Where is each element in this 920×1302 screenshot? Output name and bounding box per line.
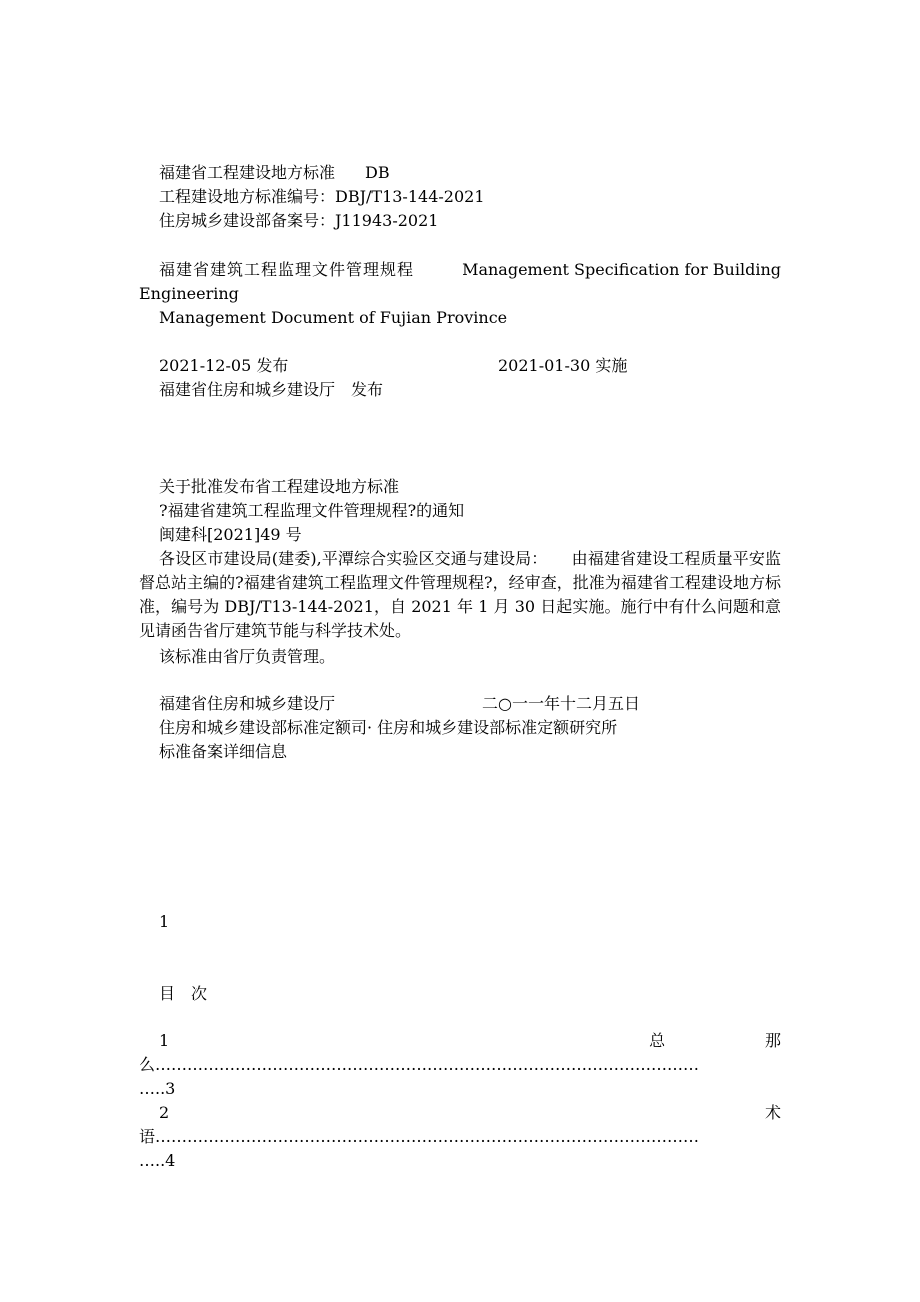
toc-item-lead-char: 么 xyxy=(139,1055,156,1074)
toc-item-number: 2 xyxy=(159,1103,170,1122)
notice-sign-date: 二○一一年十二月五日 xyxy=(482,694,640,713)
toc-item-char1: 总 xyxy=(649,1031,666,1050)
notice-title-2: ?福建省建筑工程监理文件管理规程?的通知 xyxy=(159,501,465,520)
implement-date: 2021-01-30 实施 xyxy=(498,356,628,375)
toc-item-char2: 术 xyxy=(764,1103,781,1122)
toc-item-dots: ………………………………………………………………………………………… xyxy=(155,1055,700,1074)
toc-item-char2: 那 xyxy=(764,1031,781,1050)
toc-item-leader xyxy=(139,1053,789,1077)
toc-heading-a: 目 xyxy=(159,984,176,1003)
notice-title-1: 关于批准发布省工程建设地方标准 xyxy=(159,477,400,496)
standard-code: DB xyxy=(365,163,390,182)
toc-item-number: 1 xyxy=(159,1031,170,1050)
toc-heading-b: 次 xyxy=(191,984,208,1003)
toc-heading xyxy=(159,982,207,1006)
issuer-line xyxy=(159,378,383,402)
notice-doc-number: 闽建科[2021]49 号 xyxy=(159,525,302,544)
notice-management: 该标准由省厅负责管理。 xyxy=(159,647,336,666)
notice-record-info: 标准备案详细信息 xyxy=(159,742,288,761)
title-line xyxy=(159,258,781,282)
title-en-line2: Management Document of Fujian Province xyxy=(159,308,508,327)
notice-body: 各设区市建设局(建委),平潭综合实验区交通与建设局： 由福建省建设工程质量平安监督总站主编的?福建省建筑工程监理文件管理规程?，经审查，批准为福建省工程建设地方标准，编号为 DBJ/T13-144-2021，自 2021 年 1 月 30 日起实施。施行中有什么问题和意见请函告省厅建筑节能与科学技术处。 xyxy=(139,549,781,640)
page-number: 1 xyxy=(159,912,170,931)
title-cn: 福建省建筑工程监理文件管理规程 xyxy=(159,260,415,279)
notice-sign-org: 福建省住房和城乡建设厅 xyxy=(159,694,336,713)
notice-org-line: 住房和城乡建设部标准定额司· 住房和城乡建设部标准定额研究所 xyxy=(159,718,618,737)
standard-type-line xyxy=(159,161,390,185)
toc-item[interactable] xyxy=(159,1029,781,1053)
toc-item-lead-char: 语 xyxy=(139,1127,156,1146)
issuer: 福建省住房和城乡建设厅 xyxy=(159,380,336,399)
record-number: 住房城乡建设部备案号：J11943-2021 xyxy=(159,211,439,230)
publish-date: 2021-12-05 发布 xyxy=(159,356,289,375)
issuer-action: 发布 xyxy=(351,380,384,399)
toc-item-leader xyxy=(139,1125,789,1149)
title-en-part1: Management Specification for Building xyxy=(462,260,781,279)
toc-item-page: …..3 xyxy=(139,1079,176,1098)
standard-type: 福建省工程建设地方标准 xyxy=(159,163,336,182)
toc-item-page: …..4 xyxy=(139,1151,176,1170)
toc-item[interactable] xyxy=(159,1101,781,1125)
title-en-wrap: Engineering xyxy=(139,284,239,303)
standard-number: 工程建设地方标准编号：DBJ/T13-144-2021 xyxy=(159,187,485,206)
toc-item-dots: ………………………………………………………………………………………… xyxy=(155,1127,700,1146)
